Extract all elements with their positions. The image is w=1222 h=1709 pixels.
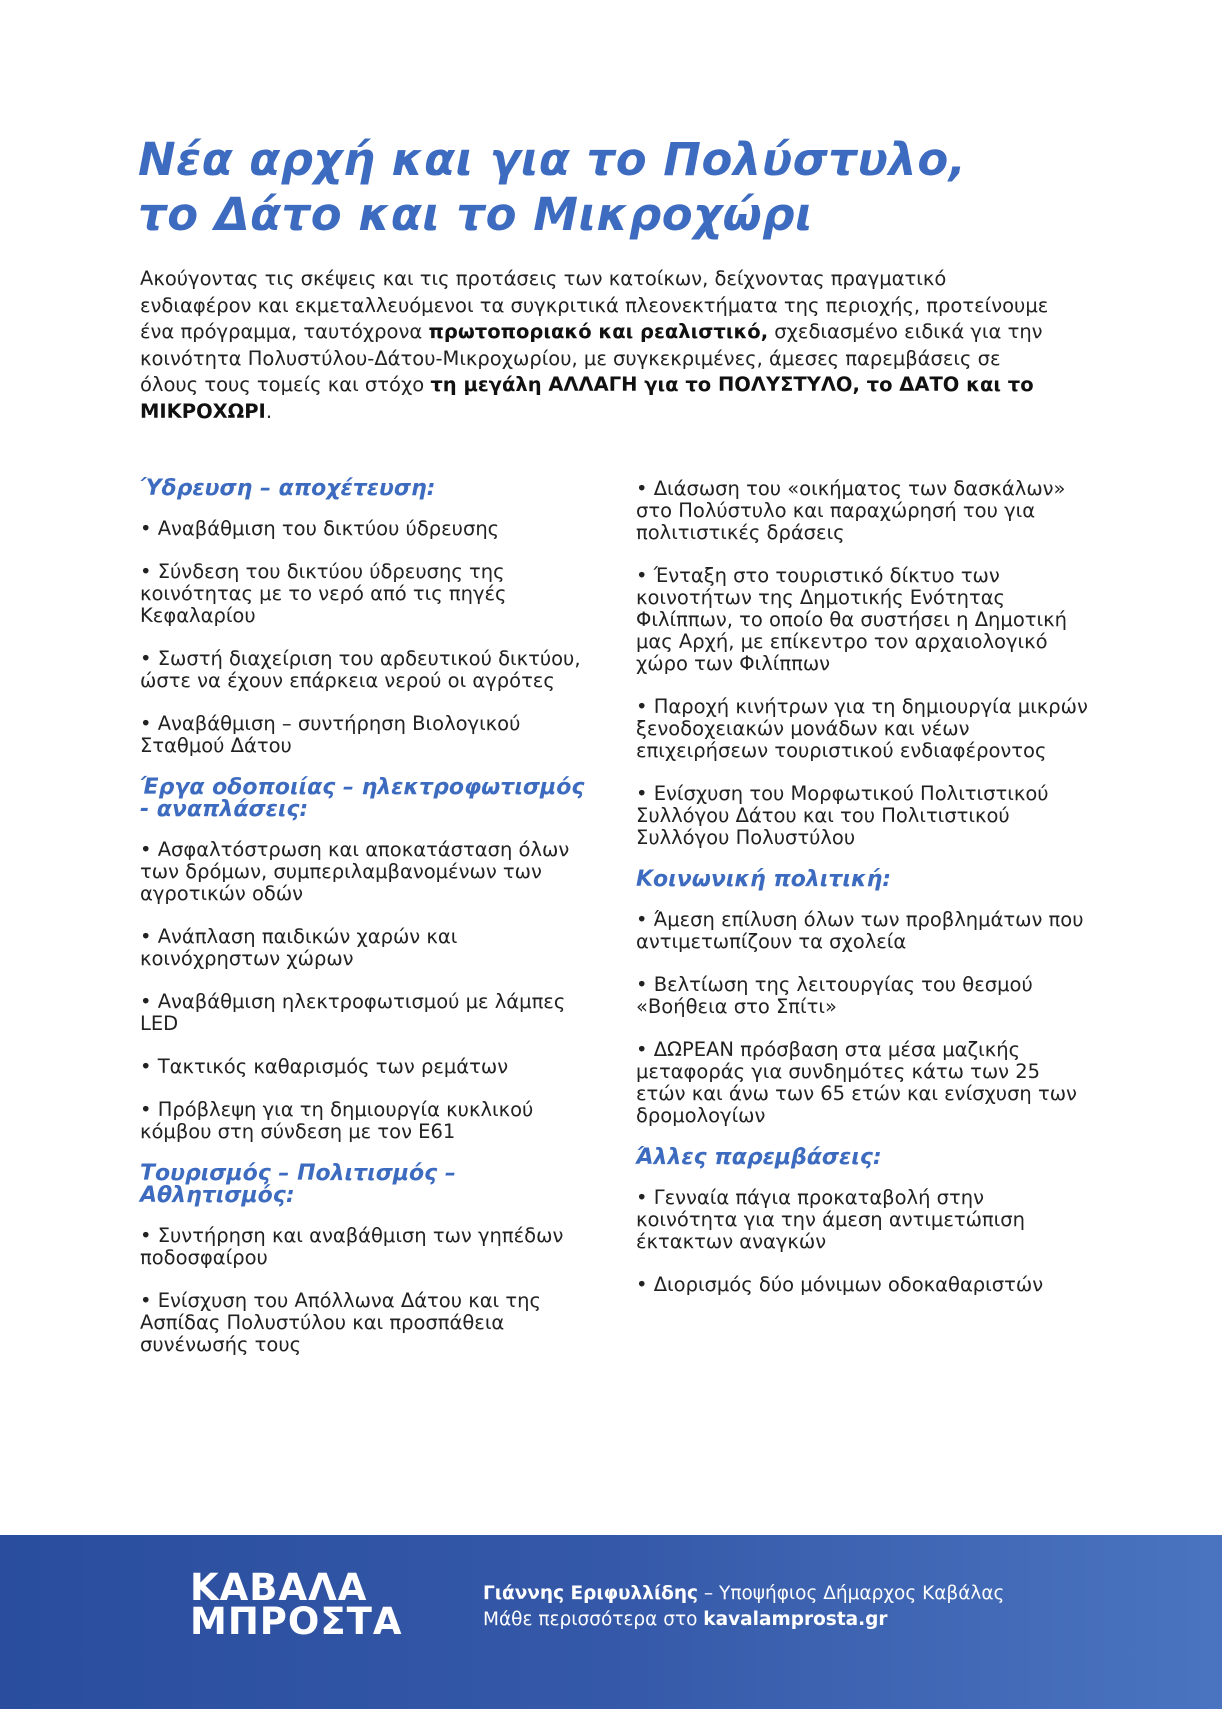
intro-bold-1: πρωτοποριακό και ρεαλιστικό, [428,320,769,343]
list-item: • Ένταξη στο τουριστικό δίκτυο των κοινοτήτων της Δημοτικής Ενότητας Φιλίππων, το οποίο θα συστήσει η Δημοτική μας Αρχή, με επίκεντρο τον αρχαιολογικό χώρο των Φιλίππων [636,564,1067,675]
section-title-roads: Έργα οδοποιίας – ηλεκτροφωτισμός - αναπλάσεις: [140,775,585,822]
intro-paragraph [140,266,1060,425]
list-item: • Γενναία πάγια προκαταβολή στην κοινότητα για την άμεση αντιμετώπιση έκτακτων αναγκών [636,1186,1025,1253]
section-title-water: Ύδρευση – αποχέτευση: [140,476,436,501]
candidate-name: Γιάννης Εριφυλλίδης [483,1583,699,1604]
right-column [636,478,1091,1296]
left-column [140,478,600,1356]
title-line-2: το Δάτο και το Μικροχώρι [138,188,814,241]
section-title-other: Άλλες παρεμβάσεις: [636,1145,882,1170]
list-item: • Τακτικός καθαρισμός των ρεμάτων [140,1055,509,1078]
list-item: • Βελτίωση της λειτουργίας του θεσμού «Βοήθεια στο Σπίτι» [636,973,1033,1018]
footer-info [483,1581,1004,1633]
title-line-1: Νέα αρχή και για το Πολύστυλο, [138,133,967,186]
list-item: • Πρόβλεψη για τη δημιουργία κυκλικού κόμβου στη σύνδεση με τον Ε61 [140,1098,534,1143]
list-item: • Σύνδεση του δικτύου ύδρευσης της κοινότητας με το νερό από τις πηγές Κεφαλαρίου [140,560,507,627]
list-item: • Αναβάθμιση ηλεκτροφωτισμού με λάμπες LED [140,990,566,1035]
intro-text-1: Ακούγοντας τις σκέψεις και τις προτάσεις των κατοίκων, δείχνοντας πραγματικό ενδιαφέρον και εκμεταλλευόμενοι τα συγκριτικά πλεονεκτήματα της περιοχής, προτείνουμε ένα πρόγραμμα, ταυτόχρονα [140,267,1049,343]
intro-bold-2: τη μεγάλη ΑΛΛΑΓΗ για το ΠΟΛΥΣΤΥΛΟ, το ΔΑΤΟ και το ΜΙΚΡΟΧΩΡΙ [140,373,1034,423]
page-title [138,132,1098,242]
intro-text-3: . [265,399,273,423]
list-item: • Ασφαλτόστρωση και αποκατάσταση όλων των δρόμων, συμπεριλαμβανομένων των αγροτικών οδών [140,838,570,905]
website-line [483,1607,1004,1633]
list-item: • Διορισμός δύο μόνιμων οδοκαθαριστών [636,1273,1044,1296]
website-link[interactable]: kavalamprosta.gr [703,1609,888,1630]
section-title-tourism: Τουρισμός – Πολιτισμός – Αθλητισμός: [140,1161,456,1208]
learn-more-text: Μάθε περισσότερα στο [483,1609,704,1630]
list-item: • Αναβάθμιση – συντήρηση Βιολογικού Σταθμού Δάτου [140,712,521,757]
intro-text-2: σχεδιασμένο ειδικά για την κοινότητα Πολυστύλου-Δάτου-Μικροχωρίου, με συγκεκριμένες, άμεσες παρεμβάσεις σε όλους τους τομείς και στόχο [140,320,1043,396]
list-item: • Συντήρηση και αναβάθμιση των γηπέδων ποδοσφαίρου [140,1224,564,1269]
footer-banner [0,1535,1222,1709]
candidate-line [483,1581,1004,1607]
list-item: • ΔΩΡΕΑΝ πρόσβαση στα μέσα μαζικής μεταφοράς για συνδημότες κάτω των 25 ετών και άνω των 65 ετών και ενίσχυση των δρομολογίων [636,1038,1077,1127]
candidate-role: – Υποψήφιος Δήμαρχος Καβάλας [698,1583,1005,1604]
list-item: • Διάσωση του «οικήματος των δασκάλων» στο Πολύστυλο και παραχώρησή του για πολιτιστικές δράσεις [636,477,1066,544]
logo-line-2: ΜΠΡΟΣΤΑ [190,1600,403,1643]
logo-line-1: ΚΑΒΑΛΑ [190,1566,368,1609]
list-item: • Ανάπλαση παιδικών χαρών και κοινόχρηστων χώρων [140,925,458,970]
list-item: • Σωστή διαχείριση του αρδευτικού δικτύου, ώστε να έχουν επάρκεια νερού οι αγρότες [140,647,581,692]
section-title-social: Κοινωνική πολιτική: [636,867,892,892]
list-item: • Ενίσχυση του Απόλλωνα Δάτου και της Ασπίδας Πολυστύλου και προσπάθεια συνένωσής τους [140,1289,541,1356]
list-item: • Ενίσχυση του Μορφωτικού Πολιτιστικού Συλλόγου Δάτου και του Πολιτιστικού Συλλόγου Πολυστύλου [636,782,1049,849]
list-item: • Αναβάθμιση του δικτύου ύδρευσης [140,517,500,540]
brand-logo [190,1566,403,1643]
list-item: • Παροχή κινήτρων για τη δημιουργία μικρών ξενοδοχειακών μονάδων και νέων επιχειρήσεων τουριστικού ενδιαφέροντος [636,695,1088,762]
list-item: • Άμεση επίλυση όλων των προβλημάτων που αντιμετωπίζουν τα σχολεία [636,908,1084,953]
